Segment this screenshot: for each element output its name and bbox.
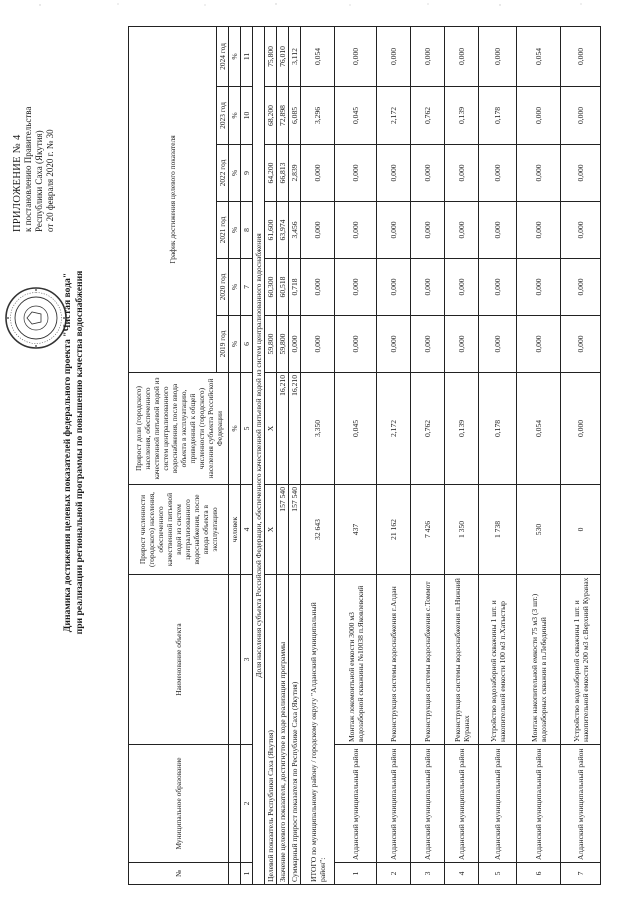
itogo-year-value: 0,000 (301, 145, 335, 202)
appendix-block (12, 12, 56, 232)
header-year-2023: 2023 год (217, 87, 229, 145)
row-year-value: 0,000 (479, 26, 517, 86)
row-municipality: Алданский муниципальный район (335, 745, 377, 863)
row-year-value: 0,000 (517, 202, 561, 259)
document-title-line-1: Динамика достижения целевых показателей федерального проекта "Чистая вода" (62, 272, 73, 633)
row-year-value: 0,054 (517, 26, 561, 86)
summary-share: 16,210 (289, 373, 301, 485)
col-number: 1 (241, 863, 253, 885)
summary-share: 16,210 (277, 373, 289, 485)
col-number: 3 (241, 575, 253, 745)
itogo-share: 3,350 (301, 373, 335, 485)
row-year-value: 0,000 (561, 26, 601, 86)
header-population: Прирост численности (городского) населения, обеспеченного качественной питьевой водой из систем централизованного водоснабжения, после ввода объекта в эксплуатацию (129, 485, 229, 575)
row-year-value: 0,045 (335, 87, 377, 145)
header-year-2022: 2022 год (217, 145, 229, 202)
summary-label: Целевой показатель Республики Саха (Якутия) (265, 575, 277, 885)
summary-year-value: 0,718 (289, 259, 301, 316)
column-number-row (241, 26, 253, 884)
row-share: 0,178 (479, 373, 517, 485)
header-object: Наименование объекта (129, 575, 229, 745)
section-title: Доля населения субъекта Российской Федерации, обеспеченного качественной питьевой водой из систем централизованного водоснабжения (253, 26, 265, 884)
row-year-value: 0,000 (517, 145, 561, 202)
itogo-year-value: 0,000 (301, 316, 335, 373)
summary-year-value: 60,518 (277, 259, 289, 316)
document-title-line-2: при реализации региональной программы по повышению качества водоснабжения (74, 270, 85, 635)
row-year-value: 0,000 (411, 202, 445, 259)
col-number: 2 (241, 745, 253, 863)
unit-year: % (229, 316, 241, 373)
row-year-value: 0,000 (561, 316, 601, 373)
row-year-value: 0,000 (411, 26, 445, 86)
table-row (335, 26, 377, 884)
summary-year-value: 72,898 (277, 87, 289, 145)
row-municipality: Алданский муниципальный район (377, 745, 411, 863)
table-row (479, 26, 517, 884)
header-municipality: Муниципальное образование (129, 745, 229, 863)
row-object: Монтаж накопительной емкости 75 м3 (3 шт.) водозаборных скважин в п.Лебединый (517, 575, 561, 745)
summary-year-value: 60,300 (265, 259, 277, 316)
row-year-value: 0,762 (411, 87, 445, 145)
row-year-value: 0,000 (377, 259, 411, 316)
header-year-2021: 2021 год (217, 202, 229, 259)
row-num: 2 (377, 863, 411, 885)
indicator-table (128, 26, 601, 885)
row-year-value: 0,000 (479, 316, 517, 373)
row-year-value: 0,000 (335, 316, 377, 373)
row-share: 0,000 (561, 373, 601, 485)
header-year-2019: 2019 год (217, 316, 229, 373)
col-number: 10 (241, 87, 253, 145)
row-share: 0,054 (517, 373, 561, 485)
row-num: 7 (561, 863, 601, 885)
row-year-value: 0,000 (445, 145, 479, 202)
col-number: 5 (241, 373, 253, 485)
row-year-value: 2,172 (377, 87, 411, 145)
itogo-label: ИТОГО по муниципальному району / городскому округу "Алданский муниципальный район": (301, 575, 335, 885)
summary-population: X (265, 485, 277, 575)
row-object: Устройство водозаборной скважины 1 шт. и накопительной емкости 100 м3 п.Хатыстыр (479, 575, 517, 745)
summary-row (289, 26, 301, 884)
row-year-value: 0,000 (335, 26, 377, 86)
row-population: 530 (517, 485, 561, 575)
row-year-value: 0,000 (517, 316, 561, 373)
row-year-value: 0,000 (445, 259, 479, 316)
summary-year-value: 76,010 (277, 26, 289, 86)
row-num: 3 (411, 863, 445, 885)
itogo-row (301, 26, 335, 884)
row-year-value: 0,000 (377, 145, 411, 202)
row-share: 0,139 (445, 373, 479, 485)
row-municipality: Алданский муниципальный район (445, 745, 479, 863)
col-number: 9 (241, 145, 253, 202)
row-population: 0 (561, 485, 601, 575)
summary-label: Значение целевого показателя, достигнутое в ходе реализации программы (277, 575, 289, 885)
row-year-value: 0,000 (561, 145, 601, 202)
summary-year-value: 59,800 (265, 316, 277, 373)
summary-share: X (265, 373, 277, 485)
row-year-value: 0,000 (335, 145, 377, 202)
row-year-value: 0,000 (479, 259, 517, 316)
official-seal (4, 286, 68, 350)
row-num: 4 (445, 863, 479, 885)
unit-year: % (229, 26, 241, 86)
table-row (561, 26, 601, 884)
row-year-value: 0,000 (377, 316, 411, 373)
unit-year: % (229, 87, 241, 145)
summary-year-value: 6,085 (289, 87, 301, 145)
table-row (517, 26, 561, 884)
units-row (229, 26, 241, 884)
summary-label: Суммарный прирост показателя по Республике Саха (Якутия) (289, 575, 301, 885)
row-year-value: 0,000 (377, 202, 411, 259)
row-year-value: 0,000 (411, 259, 445, 316)
row-population: 1 350 (445, 485, 479, 575)
summary-population: 157 540 (289, 485, 301, 575)
itogo-year-value: 3,296 (301, 87, 335, 145)
row-year-value: 0,000 (445, 26, 479, 86)
section-title-row (253, 26, 265, 884)
row-year-value: 0,000 (335, 202, 377, 259)
summary-year-value: 3,112 (289, 26, 301, 86)
table-row (377, 26, 411, 884)
row-municipality: Алданский муниципальный район (479, 745, 517, 863)
table-row (445, 26, 479, 884)
row-year-value: 0,000 (561, 87, 601, 145)
summary-year-value: 63,974 (277, 202, 289, 259)
summary-population: 157 540 (277, 485, 289, 575)
table-row (411, 26, 445, 884)
summary-year-value: 2,839 (289, 145, 301, 202)
summary-year-value: 64,200 (265, 145, 277, 202)
row-municipality: Алданский муниципальный район (561, 745, 601, 863)
col-number: 7 (241, 259, 253, 316)
row-year-value: 0,139 (445, 87, 479, 145)
row-year-value: 0,000 (517, 259, 561, 316)
row-share: 0,045 (335, 373, 377, 485)
row-object: Реконструкция системы водоснабжения г.Алдан (377, 575, 411, 745)
summary-year-value: 68,200 (265, 87, 277, 145)
row-population: 21 162 (377, 485, 411, 575)
row-municipality: Алданский муниципальный район (411, 745, 445, 863)
row-object: Реконструкция системы водоснабжения с.Томмот (411, 575, 445, 745)
itogo-year-value: 0,000 (301, 259, 335, 316)
unit-year: % (229, 259, 241, 316)
row-object: Монтаж локомоитьной емкости 3000 м3 водозаборной скважины №10038 п.Яковлевский (335, 575, 377, 745)
row-share: 2,172 (377, 373, 411, 485)
itogo-population: 32 643 (301, 485, 335, 575)
col-number: 4 (241, 485, 253, 575)
summary-year-value: 0,000 (289, 316, 301, 373)
summary-year-value: 61,600 (265, 202, 277, 259)
row-year-value: 0,000 (445, 316, 479, 373)
row-num: 6 (517, 863, 561, 885)
summary-year-value: 59,800 (277, 316, 289, 373)
row-year-value: 0,000 (479, 202, 517, 259)
unit-year: % (229, 202, 241, 259)
unit-share: % (229, 373, 241, 485)
header-schedule: График достижения целевого показателя (129, 26, 217, 372)
appendix-line-1: к постановлению Правительства (23, 106, 33, 232)
itogo-year-value: 0,000 (301, 202, 335, 259)
row-year-value: 0,000 (335, 259, 377, 316)
col-number: 6 (241, 316, 253, 373)
summary-year-value: 3,456 (289, 202, 301, 259)
row-population: 7 426 (411, 485, 445, 575)
appendix-line-2: Республики Саха (Якутия) (34, 130, 44, 232)
row-object: Устройство водозаборной скважины 1 шт. и накопительной емкости 200 м3 с.Верхний Куранах (561, 575, 601, 745)
document-title (62, 0, 86, 905)
header-share: Прирост доли (городского) населения, обеспеченного качественной питьевой водой из систем централизованного водоснабжения, после ввода объекта в эксплуатацию, приведенный к общей численности (городского) населения субъекта Российской Федерации (129, 373, 229, 485)
row-population: 437 (335, 485, 377, 575)
header-year-2024: 2024 год (217, 26, 229, 86)
itogo-year-value: 0,054 (301, 26, 335, 86)
summary-year-value: 66,813 (277, 145, 289, 202)
appendix-line-3: от 20 февраля 2020 г. № 30 (45, 129, 55, 232)
row-object: Реконструкция системы водоснабжения п.Нижний Куранах (445, 575, 479, 745)
row-share: 0,762 (411, 373, 445, 485)
row-municipality: Алданский муниципальный район (517, 745, 561, 863)
row-num: 1 (335, 863, 377, 885)
row-num: 5 (479, 863, 517, 885)
summary-row (265, 26, 277, 884)
row-year-value: 0,000 (411, 145, 445, 202)
summary-year-value: 75,800 (265, 26, 277, 86)
row-year-value: 0,000 (377, 26, 411, 86)
summary-row (277, 26, 289, 884)
row-year-value: 0,000 (517, 87, 561, 145)
col-number: 11 (241, 26, 253, 86)
row-population: 1 738 (479, 485, 517, 575)
row-year-value: 0,178 (479, 87, 517, 145)
row-year-value: 0,000 (445, 202, 479, 259)
row-year-value: 0,000 (411, 316, 445, 373)
row-year-value: 0,000 (479, 145, 517, 202)
unit-year: % (229, 145, 241, 202)
header-year-2020: 2020 год (217, 259, 229, 316)
appendix-title: ПРИЛОЖЕНИЕ № 4 (12, 134, 23, 232)
unit-population: человек (229, 485, 241, 575)
col-number: 8 (241, 202, 253, 259)
row-year-value: 0,000 (561, 259, 601, 316)
row-year-value: 0,000 (561, 202, 601, 259)
header-num: № (129, 863, 229, 885)
